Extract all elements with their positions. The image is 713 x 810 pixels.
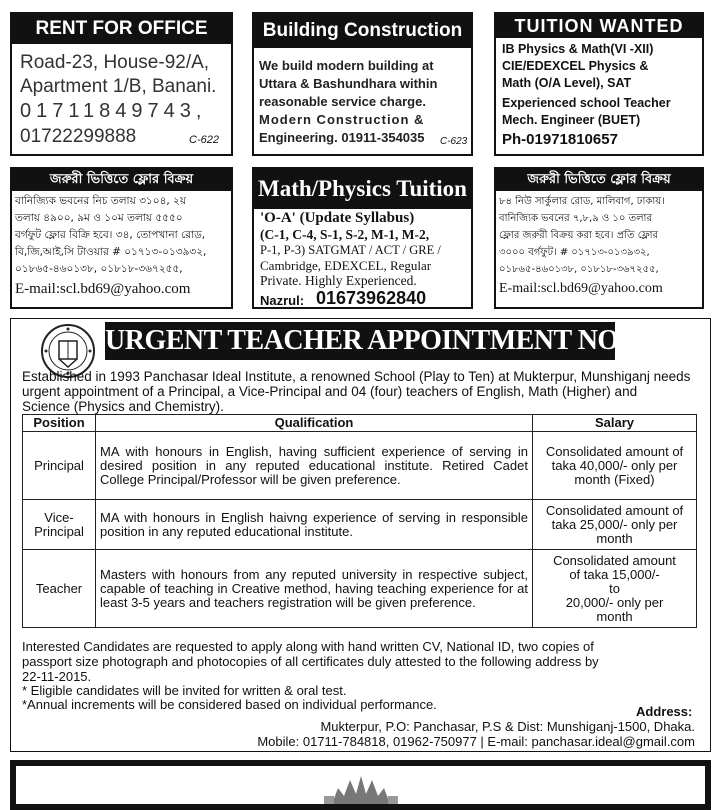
- math-tuition-line-1: 'O-A' (Update Syllabus): [260, 210, 415, 226]
- floor-left-line-3: বর্গফুট ফ্লোর বিক্রি হবে। ৩৪, তোপখানা রোড,: [15, 229, 206, 241]
- qualification-cell: Masters with honours from any reputed university in respective subject, capable of teaching in Creative method, having teaching experience for at least 3-5 years and teachers registration will be given preference.: [96, 550, 533, 628]
- salary-cell: [533, 550, 697, 628]
- building-line-1: We build modern building at: [259, 58, 434, 73]
- position-cell: Vice-Principal: [23, 500, 96, 550]
- floor-left-title: জরুরী ভিত্তিতে ফ্লোর বিক্রয়: [12, 169, 231, 191]
- math-tuition-line-4: Cambridge, EDEXCEL, Regular: [260, 258, 432, 273]
- ad-math-physics-tuition: [252, 167, 473, 309]
- appointment-table: [22, 414, 697, 628]
- floor-right-line-5: ০১৮৬৫-৪৬০১৩৮, ০১৮১৮-৩৬৭২৫৫,: [499, 264, 659, 275]
- tuition-title: TUITION WANTED: [496, 14, 702, 38]
- notice-title: URGENT TEACHER APPOINTMENT NOTICE: [105, 322, 615, 360]
- floor-right-line-1: ৮৪ নিউ সার্কুলার রোড, মালিবাগ, ঢাকায়।: [499, 196, 665, 207]
- tuition-phone: Ph-01971810657: [502, 131, 618, 148]
- ad-floor-sale-right: [494, 167, 704, 309]
- tuition-line-3: Math (O/A Level), SAT: [502, 76, 632, 90]
- rent-office-code: C-622: [189, 134, 219, 146]
- tuition-line-2: CIE/EDEXCEL Physics &: [502, 59, 649, 73]
- tuition-line-5: Mech. Engineer (BUET): [502, 113, 641, 127]
- floor-left-email: E-mail:scl.bd69@yahoo.com: [15, 281, 191, 297]
- note-line-1: * Eligible candidates will be invited for written & oral test.: [22, 683, 347, 698]
- math-tuition-title: Math/Physics Tuition: [254, 169, 471, 209]
- building-title: Building Construction: [254, 14, 471, 48]
- tuition-line-4: Experienced school Teacher: [502, 96, 671, 110]
- math-tuition-line-5: Private. Highly Experienced.: [260, 273, 417, 288]
- position-cell: Principal: [23, 432, 96, 500]
- table-header-row: [23, 415, 697, 432]
- ad-floor-sale-left: [10, 167, 233, 309]
- rent-office-title: RENT FOR OFFICE: [12, 14, 231, 44]
- apply-line-2: passport size photograph and photocopies of all certificates duly attested to the following address by: [22, 654, 599, 669]
- math-tuition-contact-name: Nazrul:: [260, 293, 305, 308]
- math-tuition-line-3: P-1, P-3) SATGMAT / ACT / GRE /: [260, 243, 441, 257]
- rent-office-address-2: Apartment 1/B, Banani.: [20, 76, 217, 97]
- address-line: Mukterpur, P.O: Panchasar, P.S & Dist: Munshiganj-1500, Dhaka.: [320, 719, 695, 734]
- salary-line: to: [609, 580, 620, 596]
- floor-right-line-2: বানিজ্যিক ভবনের ৭,৮,৯ ও ১০ তলার: [499, 213, 652, 224]
- ad-tuition-wanted: [494, 12, 704, 156]
- floor-right-title: জরুরী ভিত্তিতে ফ্লোর বিক্রয়: [496, 169, 702, 191]
- math-tuition-contact-phone: 01673962840: [316, 288, 427, 308]
- floor-left-line-2: তলায় ৪৯০০, ৯ম ও ১০ম তলায় ৫৫৫০: [15, 212, 183, 224]
- floor-right-email: E-mail:scl.bd69@yahoo.com: [499, 281, 663, 296]
- col-qualification: Qualification: [96, 415, 533, 432]
- ad-bottom-partial: [10, 760, 711, 810]
- col-salary: Salary: [533, 415, 697, 432]
- rent-office-phone-1: 01711849743,: [20, 100, 207, 122]
- floor-left-line-1: বানিজ্যিক ভবনের নিচ তলায় ৩১০৪, ২য়: [15, 195, 187, 207]
- table-row: [23, 432, 697, 500]
- salary-cell: Consolidated amount of taka 40,000/- only per month (Fixed): [533, 432, 697, 500]
- table-row: [23, 500, 697, 550]
- ad-building-construction: [252, 12, 473, 156]
- salary-line: month: [596, 608, 633, 624]
- address-label: Address:: [636, 704, 693, 719]
- rent-office-phone-2: 01722299888: [20, 126, 137, 147]
- notice-intro-3: Science (Physics and Chemistry).: [22, 399, 224, 414]
- apply-line-1: Interested Candidates are requested to apply along with hand written CV, National ID, two copies of: [22, 639, 594, 654]
- building-line-5: Engineering. 01911-354035: [259, 130, 425, 145]
- apply-line-3: 22-11-2015.: [22, 669, 92, 684]
- qualification-cell: MA with honours in English, having sufficient experience of serving in desired position in any reputed educational institute. Retired Cadet College Principal/Professor will be given preference.: [96, 432, 533, 500]
- bottom-ornament: [322, 774, 400, 804]
- notice-intro-1: Established in 1993 Panchasar Ideal Institute, a renowned School (Play to Ten) at Mukterpur, Munshiganj needs: [22, 369, 691, 384]
- salary-line: of taka 15,000/-: [569, 566, 660, 582]
- position-cell: Teacher: [23, 550, 96, 628]
- floor-right-line-3: ফ্লোর জরুরী বিক্রয় করা হবে। প্রতি ফ্লোর: [499, 230, 659, 241]
- rent-office-address-1: Road-23, House-92/A,: [20, 52, 210, 73]
- qualification-cell: MA with honours in English haivng experience of serving in responsible position in any reputed educational institute.: [96, 500, 533, 550]
- table-row: [23, 550, 697, 628]
- floor-left-line-4: বি,জি,আই,সি টাওয়ার # ০১৭১৩-০১৩৯৩২,: [15, 246, 207, 258]
- building-line-2: Uttara & Bashundhara within: [259, 76, 438, 91]
- notice-intro-2: urgent appointment of a Principal, a Vice-Principal and 04 (four) teachers of English, Math (Higher) and: [22, 384, 638, 399]
- math-tuition-line-2: (C-1, C-4, S-1, S-2, M-1, M-2,: [260, 227, 430, 242]
- contact-line: Mobile: 01711-784818, 01962-750977 | E-mail: panchasar.ideal@gmail.com: [257, 734, 695, 749]
- salary-line: 20,000/- only per: [565, 594, 664, 610]
- building-line-4: Modern Construction &: [259, 112, 425, 127]
- floor-right-line-4: ৩০০০ বর্গফুট। # ০১৭১৩-০১৩৯৩২,: [499, 247, 650, 258]
- salary-line: Consolidated amount: [553, 552, 676, 568]
- note-line-2: *Annual increments will be considered based on individual performance.: [22, 697, 437, 712]
- tuition-line-1: IB Physics & Math(VI -XII): [502, 42, 654, 56]
- col-position: Position: [23, 415, 96, 432]
- ad-rent-office: [10, 12, 233, 156]
- building-code: C-623: [440, 136, 468, 147]
- salary-cell: Consolidated amount of taka 25,000/- only per month: [533, 500, 697, 550]
- floor-left-line-5: ০১৮৬৫-৪৬০১৩৮, ০১৮১৮-৩৬৭২৫৫,: [15, 263, 183, 275]
- building-line-3: reasonable service charge.: [259, 94, 426, 109]
